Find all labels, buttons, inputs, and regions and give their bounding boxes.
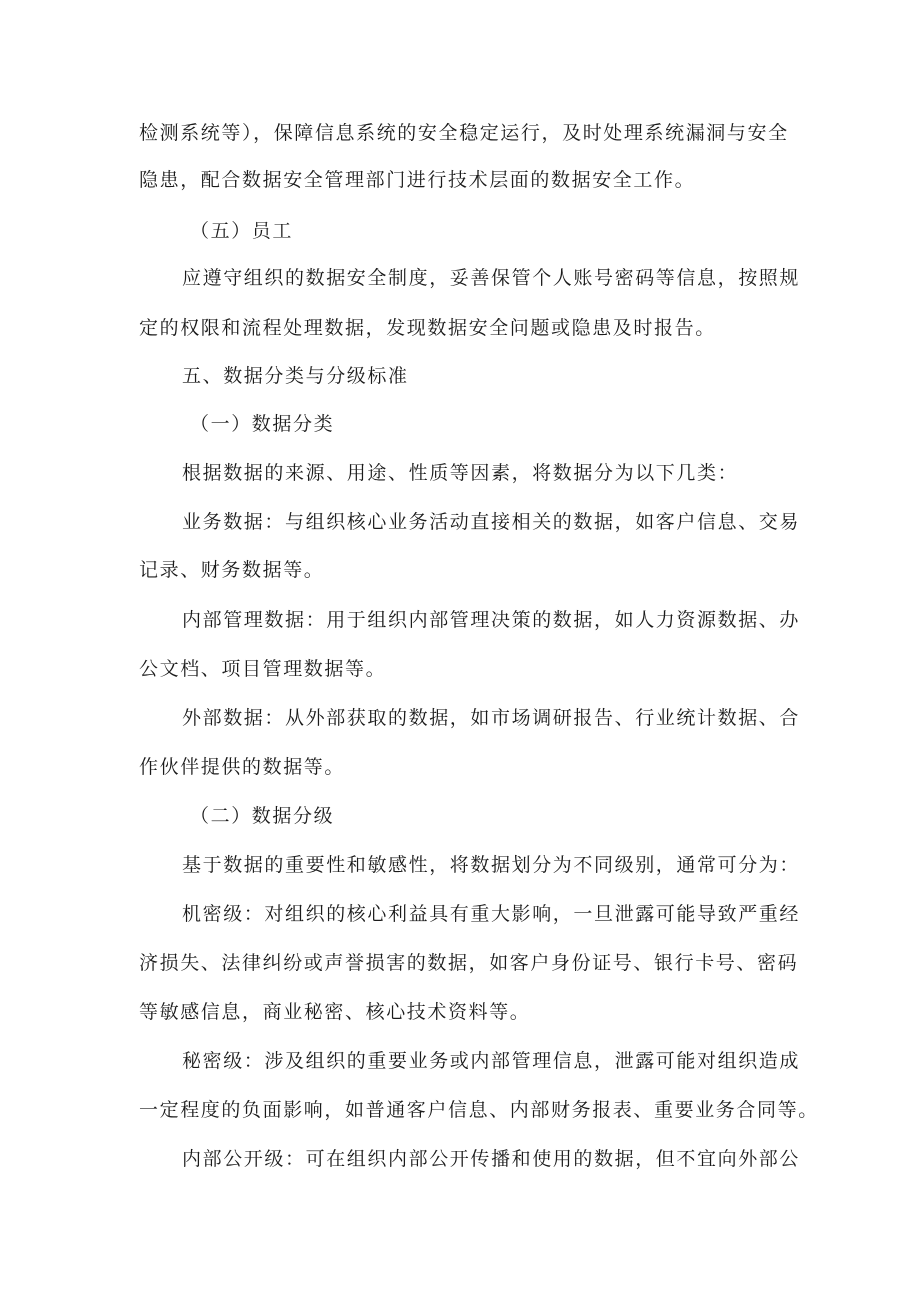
paragraph-line: 济损失、法律纠纷或声誉损害的数据，如客户身份证号、银行卡号、密码 xyxy=(139,952,799,974)
section-heading: （五）员工 xyxy=(190,220,294,242)
paragraph-line: 公文档、项目管理数据等。 xyxy=(139,658,387,680)
paragraph-line: 检测系统等），保障信息系统的安全稳定运行，及时处理系统漏洞与安全 xyxy=(139,122,789,144)
paragraph-line: 根据数据的来源、用途、性质等因素，将数据分为以下几类： xyxy=(182,462,739,484)
paragraph-line: 基于数据的重要性和敏感性，将数据划分为不同级别，通常可分为： xyxy=(182,854,801,876)
paragraph-line: 业务数据：与组织核心业务活动直接相关的数据，如客户信息、交易 xyxy=(182,511,801,533)
paragraph-line: 记录、财务数据等。 xyxy=(139,559,325,581)
section-heading: （一）数据分类 xyxy=(190,413,335,435)
paragraph-line: 一定程度的负面影响，如普通客户信息、内部财务报表、重要业务合同等。 xyxy=(139,1099,819,1121)
paragraph-line: 定的权限和流程处理数据，发现数据安全问题或隐患及时报告。 xyxy=(139,317,716,339)
paragraph-line: 外部数据：从外部获取的数据，如市场调研报告、行业统计数据、合 xyxy=(182,707,801,729)
paragraph-line: 隐患，配合数据安全管理部门进行技术层面的数据安全工作。 xyxy=(139,169,696,191)
paragraph-line: 内部管理数据：用于组织内部管理决策的数据，如人力资源数据、办 xyxy=(182,609,801,631)
paragraph-line: 应遵守组织的数据安全制度，妥善保管个人账号密码等信息，按照规 xyxy=(182,267,801,289)
paragraph-line: 等敏感信息，商业秘密、核心技术资料等。 xyxy=(139,1001,531,1023)
paragraph-line: 作伙伴提供的数据等。 xyxy=(139,756,346,778)
paragraph-line: 机密级：对组织的核心利益具有重大影响，一旦泄露可能导致严重经 xyxy=(182,903,801,925)
paragraph-line: 秘密级：涉及组织的重要业务或内部管理信息，泄露可能对组织造成 xyxy=(182,1050,801,1072)
chapter-heading: 五、数据分类与分级标准 xyxy=(182,365,409,387)
paragraph-line: 内部公开级：可在组织内部公开传播和使用的数据，但不宜向外部公 xyxy=(182,1148,801,1170)
section-heading: （二）数据分级 xyxy=(190,805,335,827)
